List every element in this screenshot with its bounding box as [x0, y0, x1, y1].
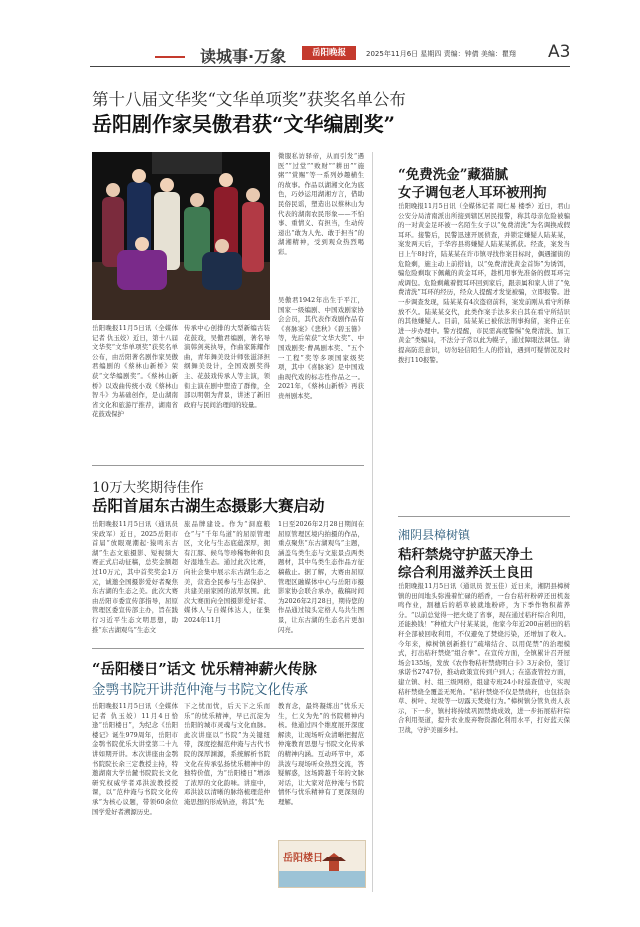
story2-kicker: 10万大奖期待佳作 [92, 480, 204, 496]
divider [92, 465, 364, 466]
story1-col4: 吴傲君1942年出生于平江，国家一级编剧、中国戏剧家协会会员，其代表作戏剧作品有《喜脉案》《悲秋》《碧玉簪》等，先后荣获“文华大奖”、中国戏剧奖·曹禺剧本奖、“五个一工程”奖等多项国家级奖项，其中《喜脉案》是中国戏曲现代戏的标志性作品之一。2021年，《蔡林山新桥》再获贵州剧本奖。 [278, 296, 364, 400]
story1-col2: 传承中心创排的大型新编古装花鼓戏，吴傲君编剧，著名导演韩剑英执导，作曲家陈耀作曲，青年舞美设计师张滋泽担纲舞美设计，全国戏剧奖得主、花鼓戏传承人等主演，领衔主演在剧中塑造了群像，全部以明朝为背景，讲述了新旧政府与民间治理间的较量。 [184, 324, 270, 409]
section-header [0, 0, 640, 68]
story2-col1: 岳阳晚报11月5日讯（通讯员 宋政军）近日，2025岳阳市首届“放眼观潮起·猿鸣东古湖”生态文旅摄影、短视频大赛正式启动征稿，总奖金额超过10万元，其中首奖奖金1万元，诚邀全国摄影爱好者聚焦东古湖的生态之美。此次大赛由岳阳市委宣传部指导，屈原管理区委宣传部主办，旨在践行习近平生态文明思想，助推“东古湖观鸟”生态文 [92, 520, 178, 634]
story3-kicker: “岳阳楼日”话文 忧乐精神薪火传脉 [92, 661, 317, 678]
story4-body: 岳阳晚报11月5日讯（全媒体记者 周仁易 楼季）近日，君山公安分局清南派出所接到辖区居民报警，称其母亲危险被骗的一对黄金足环被一名陌生女子以“免费清洗”为名调换成假耳环。接警后，民警迅速开展侦查，并锁定嫌疑人陆某某，案发两天后，于华容县将嫌疑人陆某某抓获。经查，案发当日上午8时许，陆某某在许市镇寻找作案目标时，偶遇遛街的危险剩，施主动上前搭讪，以“免费清洗黄金首饰”为诱饵，骗危险剩取下佩戴的黄金耳环，趁机用事先准备的假耳环完成调包。危险剩戴着假耳环回到家后，跟亲属和家人讲了“免费清洗”耳环的经历，经众人提醒才发觉被骗，立即报警。进一步调查发现，陆某某有4次盗窃前科，案发前刚从看守所释放不久。陆某某交代，此类作案手法多来自其在看守所结识的其他嫌疑人。目前，陆某某已被依法刑事拘留，案件正在进一步办理中。警方提醒，市民需高度警惕“免费清洗、加工黄金”类骗局，不法分子常以此为幌子，通过障眼法调包。请提高防范意识，切勿轻信陌生人的搭讪，遇到可疑情况及时拨打110报警。 [398, 202, 570, 364]
divider [92, 648, 364, 649]
dateline: 2025年11月6日 星期四 责编：钟倩 美编：瞿翔 [366, 50, 516, 58]
story1-headline: 岳阳剧作家吴傲君获“文华编剧奖” [92, 112, 396, 136]
column-divider [372, 152, 373, 892]
header-rule [90, 66, 570, 67]
story4-kicker: “免费洗金”藏猫腻 [398, 167, 509, 183]
paper-logo: 岳阳晚报 [302, 46, 356, 60]
divider [398, 516, 570, 517]
logo-text: 岳阳楼日 [283, 853, 323, 864]
yueyanglou-day-logo [278, 840, 366, 888]
story1-kicker: 第十八届文华奖“文华单项奖”获奖名单公布 [92, 90, 406, 109]
story2-col2: 旅品牌建设。作为“洞庭粮仓”与“千年鸟道”的屈原管理区，文化与生态底蕴深厚，拥有江豚、候鸟等珍稀物种和良好湿地生态。通过此次比赛，向社会集中展示东古湖生态之美，营造全民参与生态保护、共建美丽家园的浓厚氛围。此次大赛面向全国摄影爱好者、媒体人与自媒体达人，征集2024年11月 [184, 520, 270, 624]
story1-col1: 岳阳晚报11月5日讯（全媒体记者 仇玉姣）近日，第十八届文华奖“文华单项奖”获奖名单公布，由岳阳著名剧作家吴傲君编剧的《蔡林山新桥》荣获“文华编剧奖”。《蔡林山新桥》以戏曲传统小戏《蔡林山智斗》为基础创作，是山湖南省文化和旅游厅推荐，湖南省花鼓戏保护 [92, 324, 178, 419]
story3-col3: 教育念，最终凝练出“忧乐天生，仁义为先”的书院精神内核。他通过四个维度展开深度解读，让现场听众清晰把握范仲淹教育思想与书院文化传承的精神内涵。互动环节中，邓洪波与现场听众热烈交流，答疑解惑，这场跨越千年的文脉对话，让大家对范仲淹与书院情怀与忧乐精神有了更深刻的理解。 [278, 702, 364, 806]
opera-stage-photo [92, 152, 270, 320]
header-left-bar [155, 56, 185, 58]
story3-col1: 岳阳晚报11月5日讯（全媒体记者 仇玉姣）11月4日恰逢“岳阳楼日”，为纪念《岳阳楼记》诞生979周年，岳阳市金鹗书院优乐大讲堂第二十九讲如期开讲。本次讲座由金鹗书院院长余三定教授主持，特邀湖南大学岳麓书院院长文化研究权威学者邓洪波教授授课，以“范仲淹与书院文化传承”为核心议题，带领60余位国学爱好者溯源历史。 [92, 702, 178, 816]
story5-headline1: 秸秆禁烧守护蓝天净土 [398, 547, 533, 563]
story5-kicker: 湘阴县樟树镇 [398, 528, 471, 542]
section-title: 读城事·万象 [200, 47, 287, 66]
story2-col3: 1日至2026年2月28日期间在屈原管理区境内拍摄的作品，重点聚焦“东古湖观鸟”主题，涵盖鸟类生态与文旅景点两类题材，其中鸟类生态作品方征稿截止。据了解，大赛由屈原管理区融媒体中心与岳阳市摄影家协会联合承办，截稿时间为2026年2月28日，期待您的作品通过镜头定格人鸟共生图景，让东古湖的生态名片更加闪亮。 [278, 520, 364, 634]
page-number: A3 [548, 42, 571, 62]
story3-headline: 金鹗书院开讲范仲淹与书院文化传承 [92, 682, 308, 698]
story5-headline2: 综合利用滋养沃土良田 [398, 565, 533, 581]
story4-headline: 女子调包老人耳环被刑拘 [398, 185, 547, 201]
story3-col2: 下之忧而忧，后天下之乐而乐”的忧乐精神，早已沉淀为岳阳的城市灵魂与文化血脉。此次讲座以“书院”为关键纽带，深度挖掘范仲淹与古代书院的深厚渊源，系统解析书院文化在传承弘扬忧乐精神中的独特价值，为“岳阳楼日”增添了浓厚的文化韵味。讲座中，邓洪波以清晰的脉络梳理范仲淹思想的形成轨迹，将其“先 [184, 702, 270, 806]
story2-headline: 岳阳首届东古湖生态摄影大赛启动 [92, 496, 325, 515]
story1-col3: 微服私访驿帝，从而引发“遇医”“过堂”“败财”“耕田”“施粥”“赏赐”等一系列妙趣横生的故事。作品以湖湘文化为底色，巧妙运用湖湘方言，借助民俗民谣，塑造出以蔡林山为代表的湖南农民形象——不怕事、重情义、有担当，生动传递出“敢为人先、敢于担当”的湖湘精神，受到观众热烈喝彩。 [278, 152, 364, 256]
story5-body: 岳阳晚报11月5日讯（通讯员 贺玉佳）近日来，湘阴县樟树镇的田间地头弥漫着忙碌的稻香，一台台秸秆粉碎还田机轰鸣作业，割穗后的稻草被就地粉碎，为下季作物积蓄养分。“以前总觉得一把火烧了省事，现在通过秸秆综合利用，还能换钱！”种植大户付某某说，他家今年近200亩稻田的秸秆全部被回收利用，不仅避免了焚烧污染，还增加了收入。今年来，樟树镇创新推行“疏堵结合、以用促禁”的治理模式，打出秸秆禁烧“组合拳”。在宣传方面，全镇累计召开屋场会135场，发放《农作物秸秆禁烧明白卡》3万余份，签订承诺书2747份，推动政策宣传到户到人；在巡查管控方面，建立镇、村、组三级网格，组建专班24小时巡查值守，实现秸秆禁烧全覆盖无死角。“秸秆禁烧不仅是禁烧秆，也包括杂草、树叶、垃圾等一切露天焚烧行为。”樟树镇分管负责人表示，下一步，镇村将持续巩固禁烧成效，进一步拓展秸秆综合利用渠道，提升农业废弃物资源化利用水平，打好蓝天保卫战，守护美丽乡村。 [398, 582, 570, 734]
